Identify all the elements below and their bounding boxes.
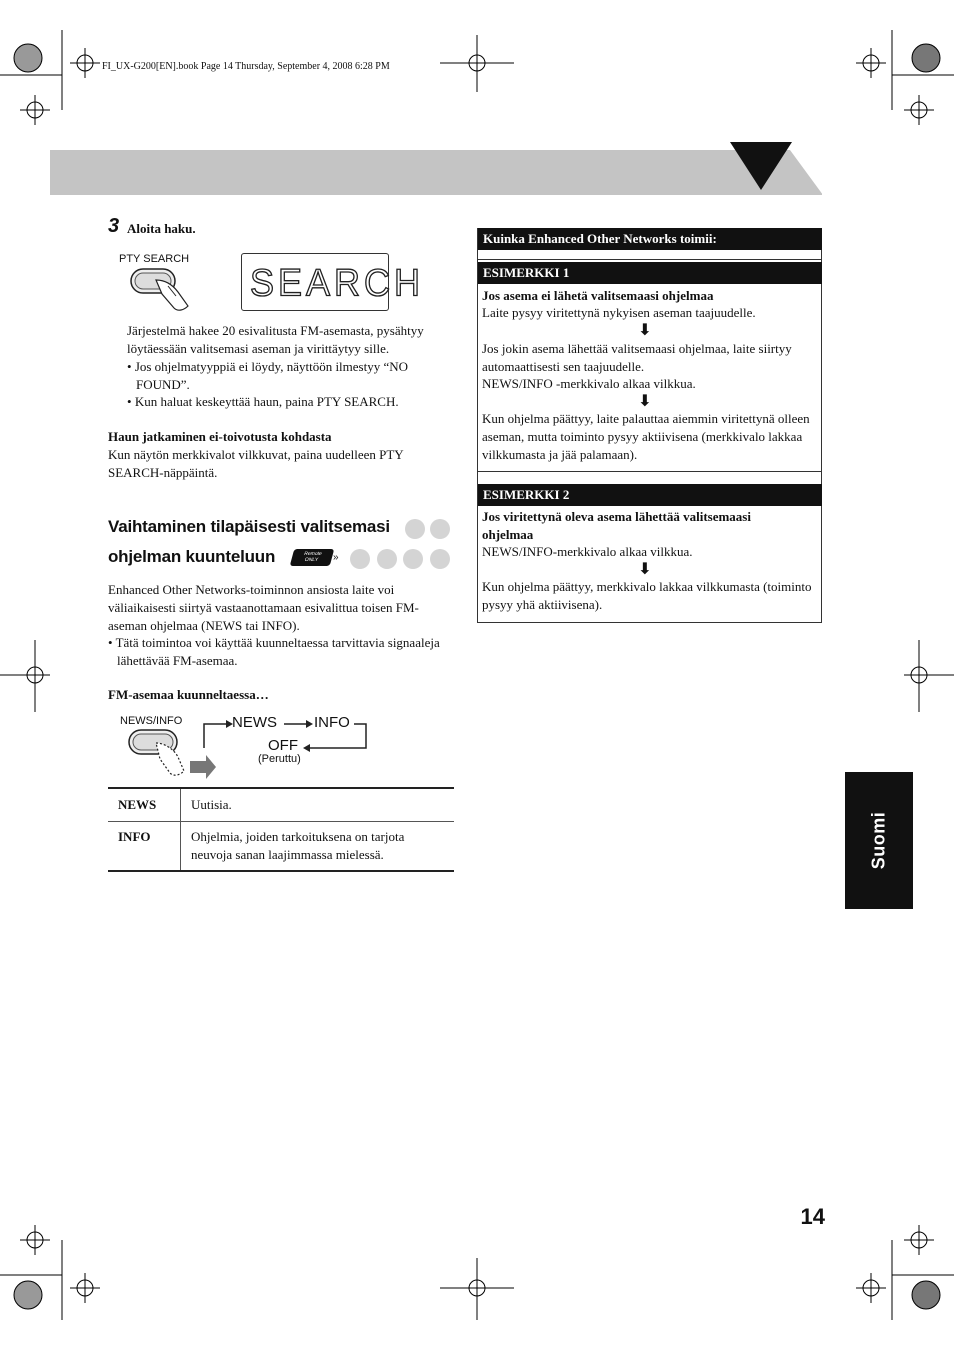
table-key: INFO: [108, 822, 181, 872]
section-title-line2: ohjelman kuunteluun: [108, 547, 276, 566]
off-label: OFF: [268, 737, 298, 754]
example2-line2: Kun ohjelma päättyy, merkkivalo lakkaa vilkkumasta (toiminto pysyy yhä aktiivisena).: [482, 579, 812, 612]
down-arrow-icon: ⬇: [638, 391, 652, 410]
step-body: Järjestelmä hakee 20 esivalitusta FM-asemasta, pysähtyy löytäessään valitsemasi aseman ja virittäytyy sille.: [127, 323, 424, 356]
news-label: NEWS: [232, 714, 277, 731]
example1-line3: NEWS/INFO -merkkivalo alkaa vilkkua.: [482, 376, 696, 391]
pty-search-button-icon: [128, 266, 198, 314]
language-tab-label: Suomi: [868, 811, 889, 870]
example1-line2: Jos jokin asema lähettää valitsemaasi ohjelmaa, laite siirtyy automaattisesti sen taajuudelle.: [482, 341, 792, 374]
off-note: (Peruttu): [258, 753, 301, 765]
decor-dot: [403, 549, 423, 569]
remote-only-badge: [290, 549, 335, 566]
example1-line1: Laite pysyy viritettynä nykyisen aseman taajuudelle.: [482, 305, 756, 320]
table-key: NEWS: [108, 788, 181, 822]
bullet-text: Jos ohjelmatyyppiä ei löydy, näyttöön ilmestyy “NO FOUND”.: [134, 359, 409, 392]
header-band: [50, 150, 822, 195]
example2-title: ESIMERKKI 2: [478, 484, 822, 506]
decor-dot: [377, 549, 397, 569]
news-info-button-label: NEWS/INFO: [120, 715, 183, 727]
resume-heading: Haun jatkaminen ei-toivotusta kohdasta: [108, 429, 332, 444]
divider: [478, 471, 822, 472]
resume-text: Kun näytön merkkivalot vilkkuvat, paina uudelleen PTY SEARCH-näppäintä.: [108, 447, 404, 480]
band-corner: [790, 150, 823, 196]
table-value: Ohjelmia, joiden tarkoituksena on tarjota neuvoja sanan laajimmassa mielessä.: [191, 829, 405, 862]
remote-badge-line1: Remote: [303, 551, 323, 557]
definition-table: [108, 787, 454, 872]
example2-line1: NEWS/INFO-merkkivalo alkaa vilkkua.: [482, 544, 693, 559]
info-label: INFO: [314, 714, 350, 731]
section-intro: Enhanced Other Networks-toiminnon ansiosta laite voi väliaikaisesti siirtyä vastaanottamaan esivalittua toisen FM-aseman ohjelmaa (NEWS tai INFO).: [108, 582, 419, 633]
bullet-item: • Jos ohjelmatyyppiä ei löydy, näyttöön ilmestyy “NO FOUND”.: [127, 359, 409, 392]
example1-line4: Kun ohjelma päättyy, laite palauttaa aiemmin viritettynä olleen aseman, mutta toiminto pysyy aktiivisena (merkkivalo lakkaa vilkkumasta ja jää palamaan).: [482, 411, 810, 462]
bullet-item: • Tätä toimintoa voi käyttää kuunneltaessa tarvittavia signaaleja lähettävää FM-asemaa.: [108, 635, 440, 668]
decor-dot: [430, 519, 450, 539]
remote-badge-line2: ONLY: [303, 557, 319, 563]
step-number: 3: [108, 215, 120, 237]
down-arrow-icon: ⬇: [638, 320, 652, 339]
table-value: Uutisia.: [191, 797, 232, 812]
bullet-item: • Kun haluat keskeyttää haun, paina PTY SEARCH.: [127, 394, 399, 409]
pty-search-button-label: PTY SEARCH: [119, 253, 190, 265]
page-number: 14: [800, 1204, 825, 1229]
fm-heading: FM-asemaa kuunneltaessa…: [108, 687, 269, 702]
table-row: [108, 822, 454, 872]
decor-dot: [430, 549, 450, 569]
display-text: SEARCH: [250, 260, 425, 304]
bullet-text: Tätä toimintoa voi käyttää kuunneltaessa tarvittavia signaaleja lähettävää FM-asemaa.: [115, 635, 440, 668]
bullet-text: Kun haluat keskeyttää haun, paina PTY SEARCH.: [134, 394, 399, 409]
example1-heading: Jos asema ei lähetä valitsemaasi ohjelmaa: [482, 288, 714, 303]
table-row: [108, 788, 454, 822]
step-label: Aloita haku.: [127, 221, 196, 236]
print-header: FI_UX-G200[EN].book Page 14 Thursday, September 4, 2008 6:28 PM: [102, 61, 390, 72]
divider: [478, 259, 822, 260]
eon-box-title: Kuinka Enhanced Other Networks toimii:: [478, 228, 822, 250]
signal-icon: »: [333, 552, 339, 563]
section-title-line1: Vaihtaminen tilapäisesti valitsemasi: [108, 517, 390, 536]
down-arrow-icon: ⬇: [638, 559, 652, 578]
decor-dot: [405, 519, 425, 539]
decor-dot: [350, 549, 370, 569]
example2-heading: Jos viritettynä oleva asema lähettää valitsemaasi ohjelmaa: [482, 509, 751, 542]
example1-title: ESIMERKKI 1: [478, 262, 822, 284]
language-tab-label-wrap: [845, 772, 913, 909]
